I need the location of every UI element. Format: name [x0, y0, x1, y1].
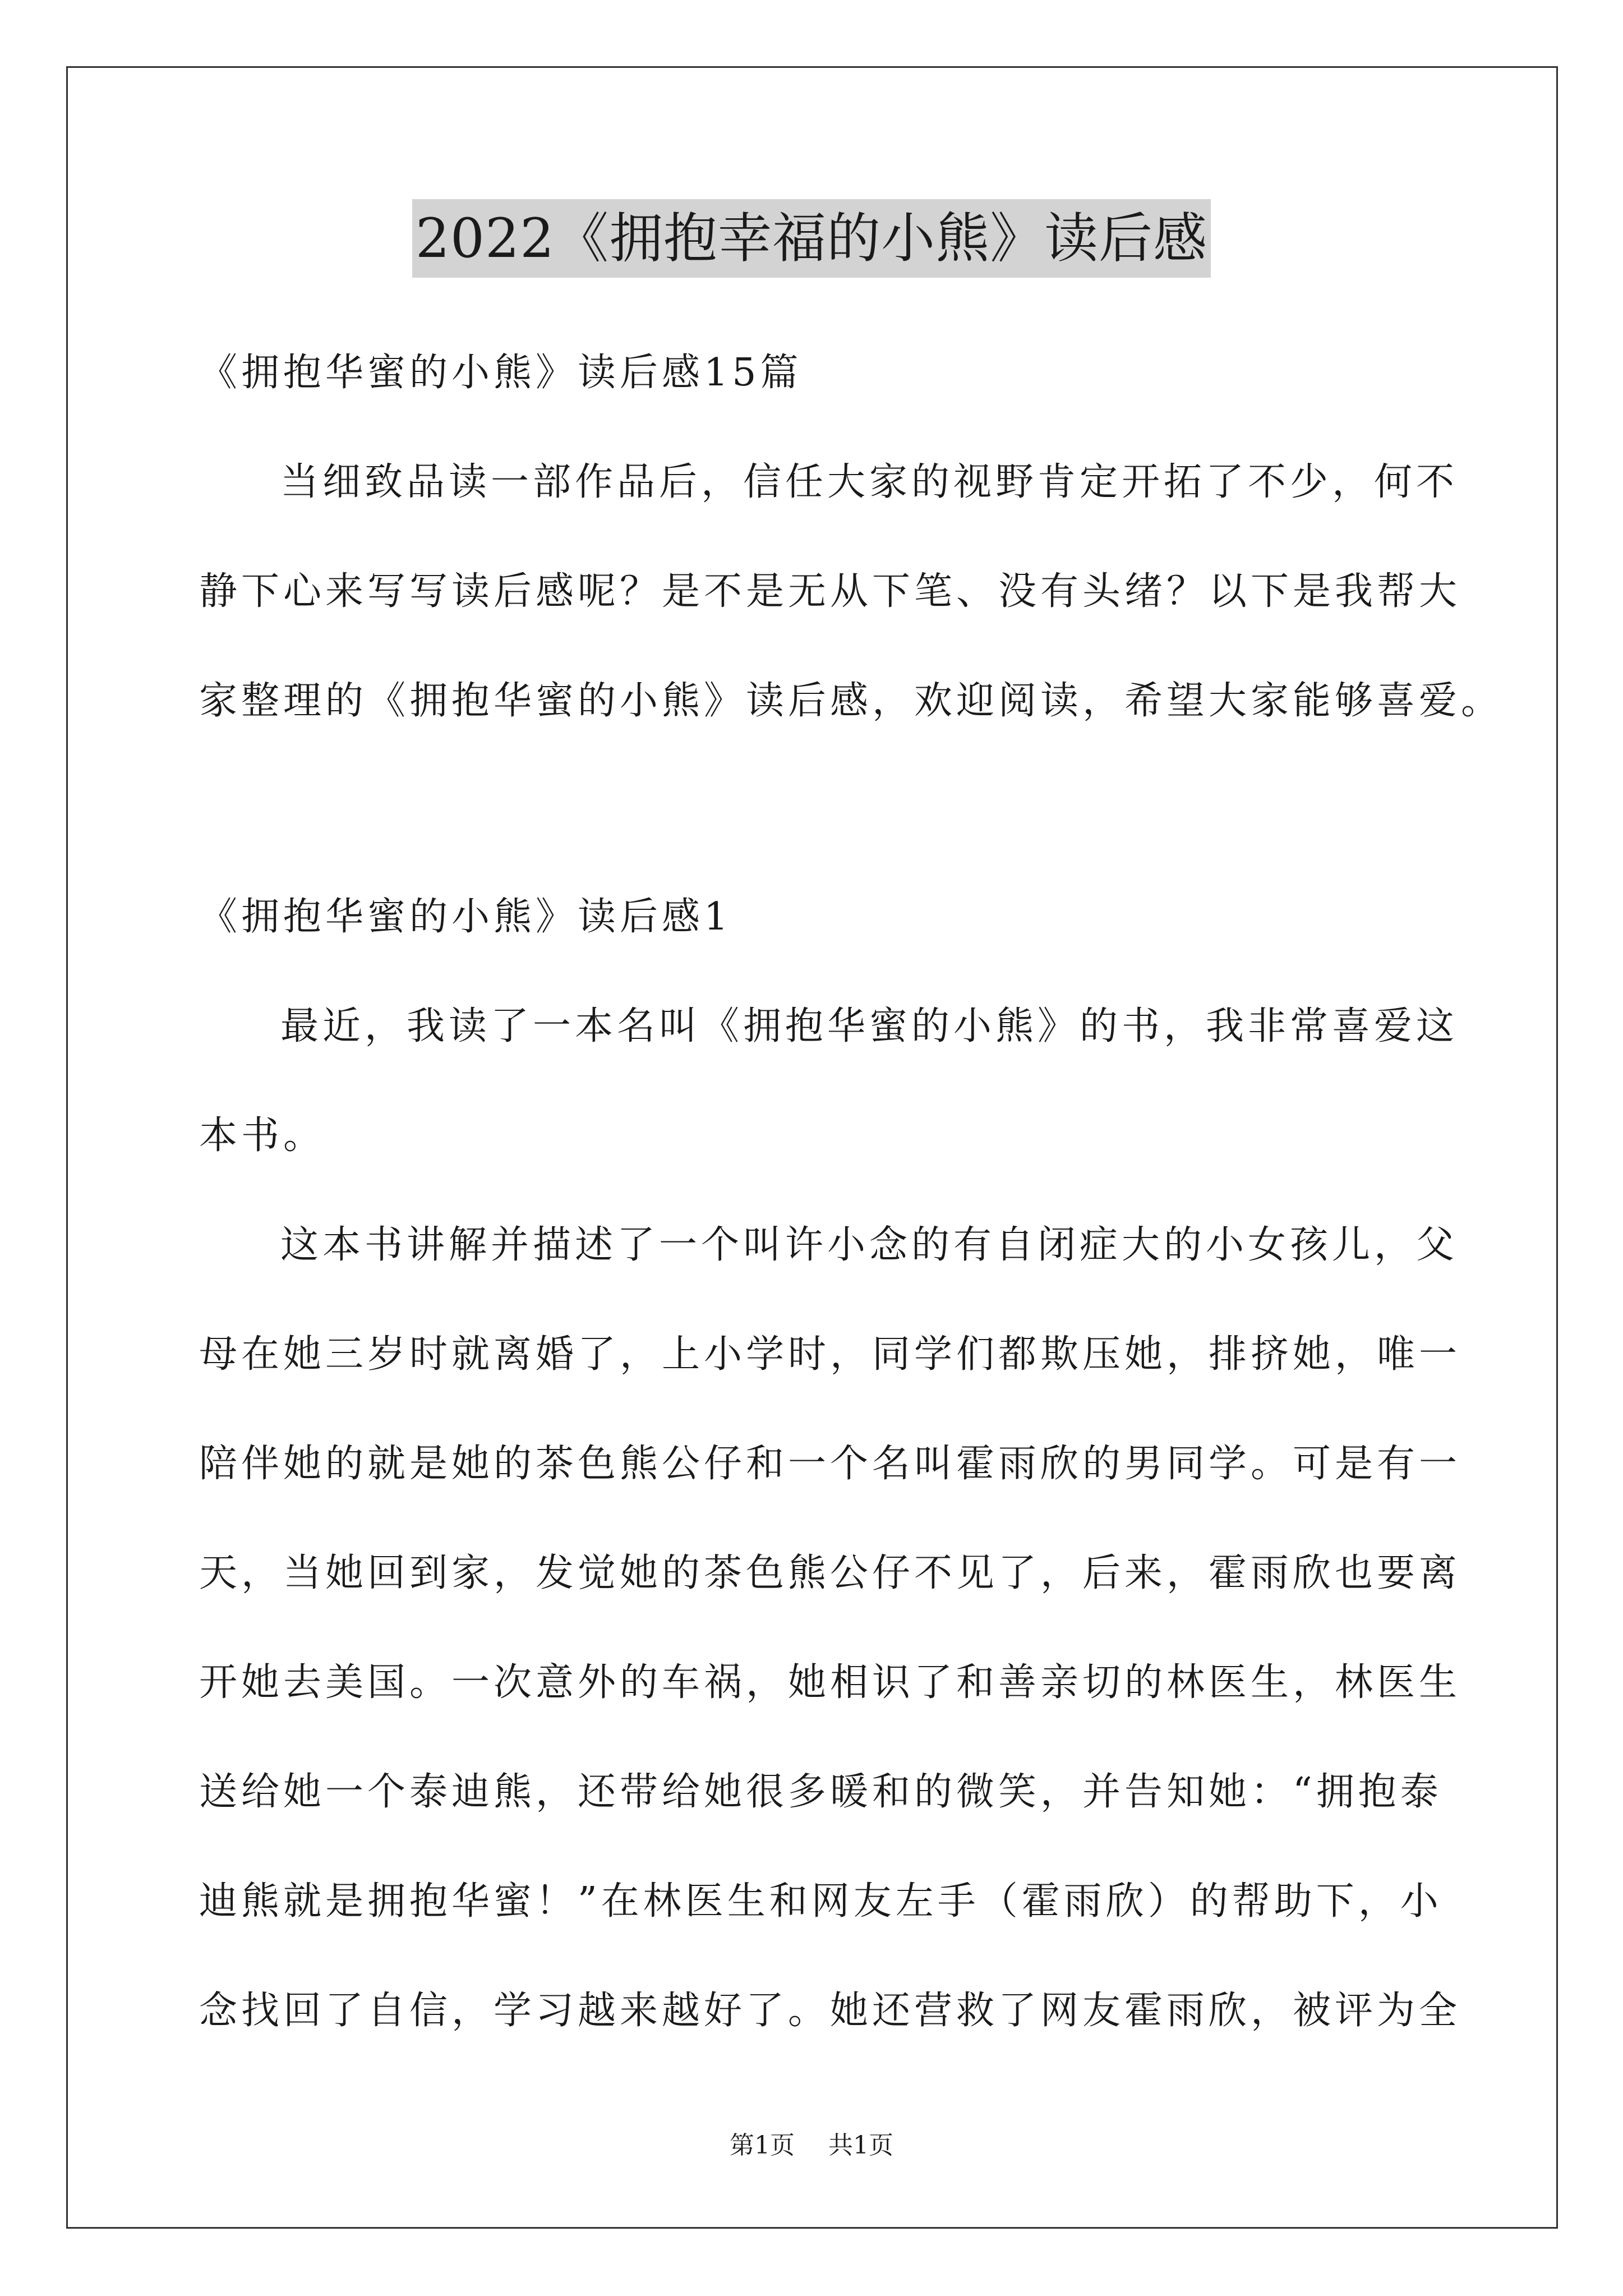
- intro-paragraph-line: 家整理的《拥抱华蜜的小熊》读后感，欢迎阅读，希望大家能够喜爱。: [199, 679, 1504, 723]
- page-number-current: 第1页: [730, 2131, 795, 2160]
- intro-paragraph-line: 当细致品读一部作品后，信任大家的视野肯定开拓了不少，何不: [280, 460, 1459, 504]
- body-paragraph-line: 念找回了自信，学习越来越好了。她还营救了网友霍雨欣，被评为全: [199, 1989, 1461, 2033]
- body-paragraph-line: 本书。: [199, 1114, 326, 1158]
- subtitle: 《拥抱华蜜的小熊》读后感15篇: [199, 351, 803, 395]
- page-number-total: 共1页: [828, 2131, 893, 2160]
- title-container: [0, 199, 1623, 278]
- body-paragraph-line: 最近，我读了一本名叫《拥抱华蜜的小熊》的书，我非常喜爱这: [280, 1004, 1459, 1048]
- page-footer: [0, 2129, 1623, 2162]
- body-paragraph-line: 这本书讲解并描述了一个叫许小念的有自闭症大的小女孩儿，父: [280, 1223, 1459, 1267]
- body-paragraph-line: 天，当她回到家，发觉她的茶色熊公仔不见了，后来，霍雨欣也要离: [199, 1551, 1461, 1595]
- document-title: 2022《拥抱幸福的小熊》读后感: [412, 199, 1211, 278]
- body-paragraph-line: 母在她三岁时就离婚了，上小学时，同学们都欺压她，排挤她，唯一: [199, 1332, 1461, 1377]
- intro-paragraph-line: 静下心来写写读后感呢？是不是无从下笔、没有头绪？以下是我帮大: [199, 569, 1461, 614]
- body-paragraph-line: 送给她一个泰迪熊，还带给她很多暖和的微笑，并告知她：“拥抱泰: [199, 1770, 1442, 1814]
- body-paragraph-line: 开她去美国。一次意外的车祸，她相识了和善亲切的林医生，林医生: [199, 1660, 1461, 1705]
- body-paragraph-line: 陪伴她的就是她的茶色熊公仔和一个名叫霍雨欣的男同学。可是有一: [199, 1442, 1461, 1486]
- section-heading: 《拥抱华蜜的小熊》读后感1: [199, 895, 732, 939]
- body-paragraph-line: 迪熊就是拥抱华蜜！”在林医生和网友左手（霍雨欣）的帮助下，小: [199, 1879, 1442, 1924]
